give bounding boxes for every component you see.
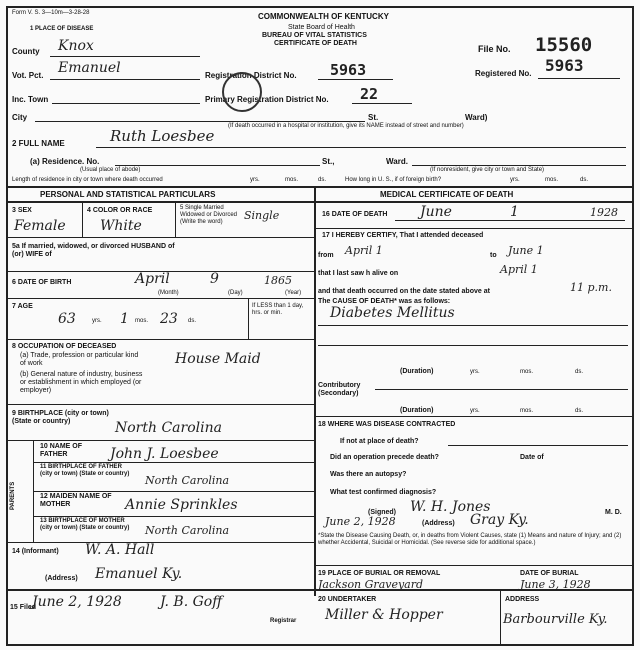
- dob-month: April: [135, 271, 170, 287]
- us-yrs: yrs.: [510, 177, 520, 183]
- age-mos-label: mos.: [135, 318, 149, 324]
- center-divider: [314, 186, 316, 596]
- dod-day: 1: [510, 204, 519, 220]
- us-ds: ds.: [580, 177, 589, 183]
- dur2-mos: mos.: [520, 408, 534, 414]
- county-label: County: [12, 47, 40, 56]
- age-ds: 23: [160, 311, 178, 327]
- dob-day-label: (Day): [228, 290, 243, 296]
- birthplace-value: North Carolina: [115, 420, 222, 436]
- operation-label: Did an operation precede death?: [330, 454, 439, 461]
- father-birthplace-label: 11 BIRTHPLACE OF FATHER (city or town) (State or country): [40, 464, 130, 477]
- dob-month-label: (Month): [158, 290, 179, 296]
- contributory-label: Contributory (Secondary): [318, 382, 361, 397]
- informant-label: 14 (Informant): [12, 548, 59, 555]
- age-yrs-label: yrs.: [92, 318, 102, 324]
- registered-value: 5963: [545, 56, 584, 75]
- personal-heading: PERSONAL AND STATISTICAL PARTICULARS: [40, 190, 216, 199]
- dur2-ds: ds.: [575, 408, 584, 414]
- test-label: What test confirmed diagnosis?: [330, 489, 437, 496]
- frame-bottom: [6, 644, 634, 646]
- certificate-title: CERTIFICATE OF DEATH: [274, 40, 357, 47]
- vot-pct-label: Vot. Pct.: [12, 71, 44, 80]
- dob-day: 9: [210, 271, 219, 287]
- frame-left: [6, 6, 8, 646]
- disease-contracted-label: 18 WHERE WAS DISEASE CONTRACTED: [318, 421, 456, 428]
- lastsaw-date: April 1: [500, 263, 538, 276]
- cause-value: Diabetes Mellitus: [330, 305, 455, 321]
- autopsy-label: Was there an autopsy?: [330, 471, 407, 478]
- occupation-label: 8 OCCUPATION OF DECEASED: [12, 343, 117, 350]
- city-ward-label: Ward): [465, 113, 488, 122]
- age-mos: 1: [120, 311, 129, 327]
- mother-value: Annie Sprinkles: [125, 497, 238, 513]
- dur1-ds: ds.: [575, 369, 584, 375]
- dur1-mos: mos.: [520, 369, 534, 375]
- city-label: City: [12, 113, 28, 122]
- inc-town-label: Inc. Town: [12, 95, 49, 104]
- registered-label: Registered No.: [475, 69, 532, 78]
- usual-place-note: (Usual place of abode): [80, 167, 141, 173]
- occupation-value: House Maid: [175, 351, 261, 367]
- to-date: June 1: [508, 244, 544, 257]
- registration-stamp: [222, 72, 262, 112]
- hospital-note: (If death occurred in a hospital or institution, give its NAME instead of street and number): [228, 123, 464, 129]
- burial-date-label: DATE OF BURIAL: [520, 570, 579, 577]
- city-st-label: St.: [368, 113, 379, 122]
- informant-address-value: Emanuel Ky.: [95, 566, 183, 582]
- len-mos: mos.: [285, 177, 299, 183]
- marital-label: 5 Single Married Widowed or Divorced (Write the word): [180, 205, 238, 225]
- undertaker-label: 20 UNDERTAKER: [318, 596, 377, 603]
- us-mos: mos.: [545, 177, 559, 183]
- medical-heading: MEDICAL CERTIFICATE OF DEATH: [380, 190, 514, 199]
- occupation-a-label: (a) Trade, profession or particular kind of work: [20, 352, 139, 367]
- undertaker-value: Miller & Hopper: [325, 607, 443, 623]
- filed-label: 15 Filed: [10, 604, 37, 611]
- how-long-label: How long in U. S., if of foreign birth?: [345, 177, 442, 183]
- death-occurred-label: and that death occurred on the date stated above at: [318, 288, 490, 295]
- duration-label-1: (Duration): [400, 368, 434, 375]
- dob-label: 6 DATE OF BIRTH: [12, 279, 72, 286]
- mother-birthplace-label: 13 BIRTHPLACE OF MOTHER (city or town) (State or country): [40, 518, 130, 531]
- nonresident-note: (If nonresident, give city or town and State): [430, 167, 545, 173]
- color-label: 4 COLOR OR RACE: [87, 207, 153, 214]
- date-of-label: Date of: [520, 454, 544, 461]
- dob-year: 1865: [264, 274, 292, 287]
- physician-address-label: (Address): [422, 520, 455, 527]
- death-time: 11 p.m.: [570, 281, 612, 294]
- registrar-signature: J. B. Goff: [160, 594, 223, 610]
- less-than-label: If LESS than 1 day, hrs. or min.: [252, 303, 304, 316]
- burial-label: 19 PLACE OF BURIAL OR REMOVAL: [318, 570, 441, 577]
- frame-top: [6, 6, 634, 8]
- from-label: from: [318, 252, 334, 259]
- spouse-label: 5a If married, widowed, or divorced HUSBAND of (or) WIFE of: [12, 243, 175, 258]
- to-label: to: [490, 252, 497, 259]
- physician-address: Gray Ky.: [470, 512, 529, 528]
- dod-month: June: [420, 204, 452, 220]
- dod-year: 1928: [590, 206, 618, 219]
- marital-value: Single: [244, 209, 280, 222]
- cause-label: The CAUSE OF DEATH* was as follows:: [318, 298, 451, 305]
- father-value: John J. Loesbee: [110, 446, 219, 462]
- county-value: Knox: [58, 38, 94, 54]
- age-ds-label: ds.: [188, 318, 197, 324]
- reg-district-value: 5963: [330, 61, 367, 79]
- dur1-yrs: yrs.: [470, 369, 480, 375]
- age-label: 7 AGE: [12, 303, 33, 310]
- signed-label: (Signed): [368, 509, 396, 516]
- burial-place: Jackson Graveyard: [318, 578, 424, 591]
- father-birthplace-value: North Carolina: [145, 474, 230, 487]
- cause-footnote: *State the Disease Causing Death, or, in deaths from Violent Causes, state (1) Means and nature of Injury; and (2) whether Accidental, Suicidal or Homicidal. (See reverse side for additional space.): [318, 533, 622, 546]
- burial-date: June 3, 1928: [520, 578, 591, 591]
- signed-date: June 2, 1928: [325, 515, 396, 528]
- father-label: 10 NAME OF FATHER: [40, 443, 83, 458]
- mother-label: 12 MAIDEN NAME OF MOTHER: [40, 493, 112, 508]
- len-yrs: yrs.: [250, 177, 260, 183]
- signed-value: W. H. Jones: [410, 499, 491, 515]
- primary-district-value: 22: [360, 85, 379, 103]
- reg-district-label: Registration District No.: [205, 71, 297, 80]
- board-title: State Board of Health: [288, 24, 355, 31]
- form-number: Form V. S. 3—10m—3-28-28: [12, 10, 90, 16]
- dod-label: 16 DATE OF DEATH: [322, 211, 388, 218]
- duration-label-2: (Duration): [400, 407, 434, 414]
- certify-label: 17 I HEREBY CERTIFY, That I attended deceased: [322, 232, 484, 239]
- lastsaw-label: that I last saw h alive on: [318, 270, 399, 277]
- residence-ward-label: Ward.: [386, 157, 408, 166]
- color-value: White: [100, 218, 142, 234]
- occupation-b-label: (b) General nature of industry, business or establishment in which employed (or employer): [20, 371, 143, 394]
- not-at-place-label: If not at place of death?: [340, 438, 419, 445]
- commonwealth-title: COMMONWEALTH OF KENTUCKY: [258, 12, 389, 21]
- full-name-value: Ruth Loesbee: [110, 127, 215, 145]
- sex-value: Female: [14, 218, 66, 234]
- age-yrs: 63: [58, 311, 76, 327]
- md-label: M. D.: [605, 509, 622, 516]
- birthplace-label: 9 BIRTHPLACE (city or town) (State or country): [12, 410, 109, 425]
- from-date: April 1: [345, 244, 383, 257]
- length-residence-label: Length of residence in city or town where death occurred: [12, 177, 163, 183]
- filed-date: June 2, 1928: [32, 594, 122, 610]
- sex-label: 3 SEX: [12, 207, 32, 214]
- residence-st-label: St.,: [322, 157, 335, 166]
- parents-label: PARENTS: [10, 481, 16, 510]
- residence-label: (a) Residence. No.: [30, 157, 100, 166]
- mother-birthplace-value: North Carolina: [145, 524, 230, 537]
- informant-address-label: (Address): [45, 575, 78, 582]
- dur2-yrs: yrs.: [470, 408, 480, 414]
- len-ds: ds.: [318, 177, 327, 183]
- dob-year-label: (Year): [285, 290, 302, 296]
- undertaker-address-value: Barbourville Ky.: [503, 612, 608, 627]
- bureau-title: BUREAU OF VITAL STATISTICS: [262, 32, 367, 39]
- undertaker-address-label: ADDRESS: [505, 596, 540, 603]
- primary-district-label: Primary Registration District No.: [205, 95, 329, 104]
- file-label: File No.: [478, 44, 511, 54]
- file-number: 15560: [535, 34, 593, 56]
- informant-value: W. A. Hall: [85, 542, 155, 558]
- frame-right: [632, 6, 634, 646]
- vot-pct-value: Emanuel: [58, 60, 121, 76]
- place-of-disease: 1 PLACE OF DISEASE: [30, 26, 94, 32]
- registrar-label: Registrar: [270, 618, 297, 624]
- full-name-label: 2 FULL NAME: [12, 139, 65, 148]
